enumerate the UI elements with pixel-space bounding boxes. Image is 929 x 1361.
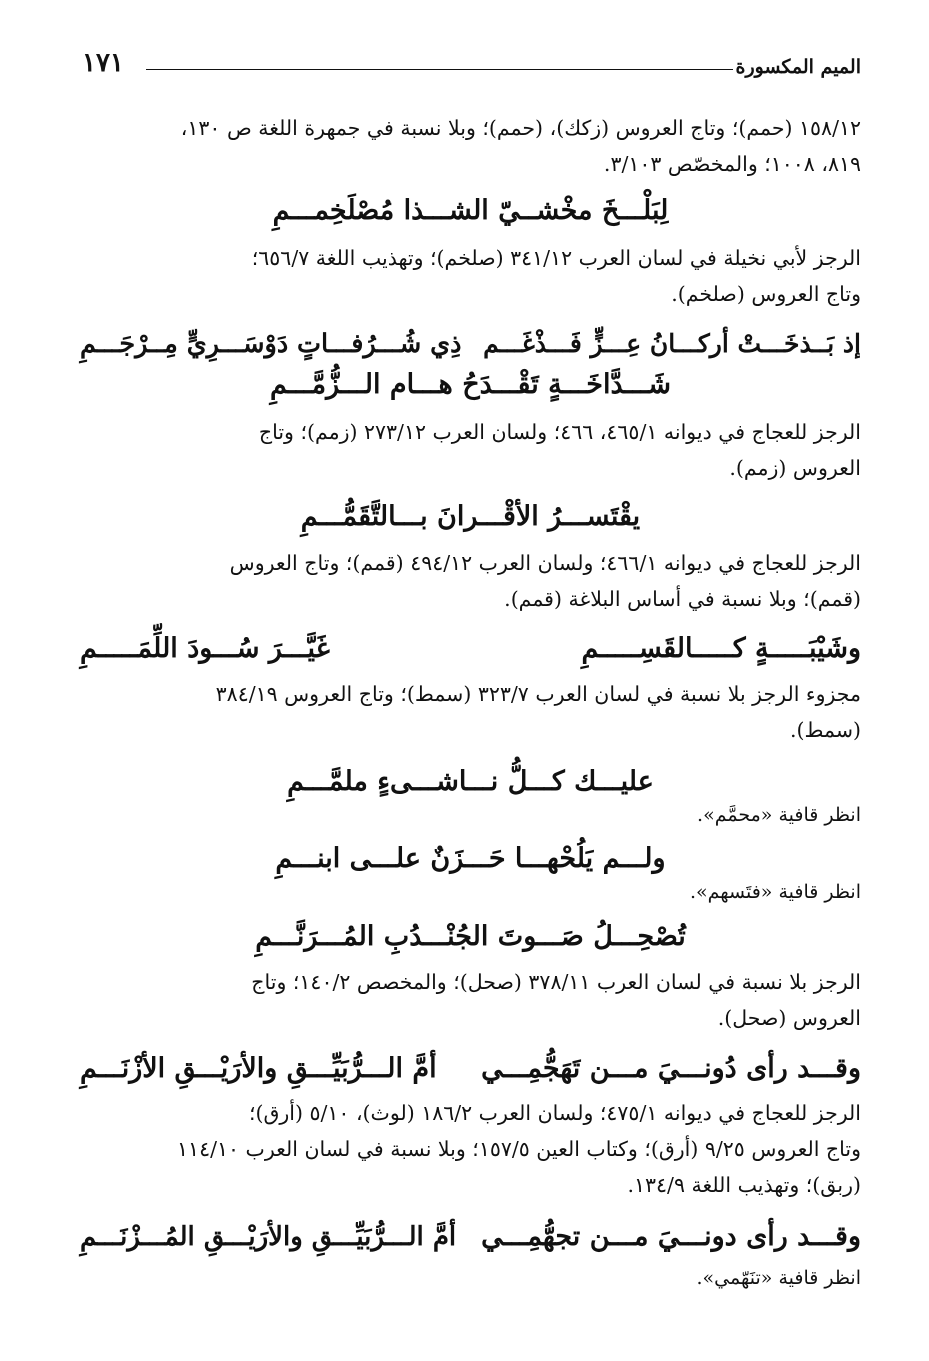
verse-couplet xyxy=(80,1218,861,1256)
verse-second-hemistich: غَيَّـــرَ سُـــودَ اللِّمَـــــمِ xyxy=(80,633,330,664)
cross-reference-note: انظر قافية «محمَّم». xyxy=(697,804,861,826)
verse-line: ولـــم يَلُحْهـــا حَـــزَنٌ علـــى ابنـــمِ xyxy=(275,843,666,874)
verse-line: لِبَلْـــخَ مخْشــيّ الشـــذا مُصْلَخِمـــمِ xyxy=(272,195,669,226)
citation-line: الرجز للعجاج في ديوانه ٤٦٥/١، ٤٦٦؛ ولسان العرب ٢٧٣/١٢ (زمم)؛ وتاج xyxy=(258,420,861,444)
verse-couplet xyxy=(80,630,861,668)
citation-paragraph xyxy=(80,110,861,182)
verse-first-hemistich: وشَيْبَـــــةٍ كـــــالقَسِـــــمِ xyxy=(581,633,861,664)
citation-line: (سمط). xyxy=(790,718,861,742)
citation-paragraph xyxy=(80,414,861,486)
citation-line: وتاج العروس ٩/٢٥ (أرق)؛ وكتاب العين ١٥٧/٥؛ وبلا نسبة في لسان العرب ١١٤/١٠ xyxy=(177,1137,861,1161)
cross-reference-note: انظر قافية «تنَهّمي». xyxy=(696,1267,861,1289)
citation-line: العروس (زمم). xyxy=(729,456,861,480)
verse-line: عليـــك كـــلُّ نـــاشـــىءٍ ملمَّـــمِ xyxy=(287,766,654,797)
citation-line: (قمم)؛ وبلا نسبة في أساس البلاغة (قمم). xyxy=(504,587,861,611)
verse-first-hemistich: وقـــد رأى دونـــيَ مـــن تجهُّمِـــي xyxy=(481,1221,861,1252)
citation-line: الرجز لأبي نخيلة في لسان العرب ٣٤١/١٢ (صلخم)؛ وتهذيب اللغة ٦٥٦/٧؛ xyxy=(251,246,861,270)
verse-second-hemistich: أمَّ الـــرُّبَيِّـــقِ والأرَيْـــقِ المُـــزْنَـــمِ xyxy=(80,1222,457,1252)
verse-first-hemistich: إذ بَــذخَـــتْ أركـــانُ عِـــزٍّ فَـــذْغَـــم xyxy=(483,329,861,358)
citation-line: الرجز للعجاج في ديوانه ٤٦٦/١؛ ولسان العرب ٤٩٤/١٢ (قمم)؛ وتاج العروس xyxy=(229,551,861,575)
citation-paragraph xyxy=(80,676,861,748)
verse-line: يقْتَســـرُ الأقْـــرانَ بـــالتَّقَمُّـــمِ xyxy=(300,501,641,532)
citation-line: الرجز بلا نسبة في لسان العرب ٣٧٨/١١ (صحل)؛ والمخصص ١٤٠/٢؛ وتاج xyxy=(251,970,861,994)
citation-line: وتاج العروس (صلخم). xyxy=(671,282,861,306)
running-title: الميم المكسورة xyxy=(735,56,861,78)
citation-line: (ربق)؛ وتهذيب اللغة ١٣٤/٩. xyxy=(627,1173,861,1197)
page-number: ١٧١ xyxy=(82,48,124,78)
citation-line: العروس (صحل). xyxy=(717,1006,861,1030)
verse-line: شَـــدَّاخَـــةٍ تَقْـــدَحُ هـــام الـــزُّمَّـــمِ xyxy=(269,369,672,400)
verse-couplet xyxy=(80,325,861,363)
citation-paragraph xyxy=(80,964,861,1036)
citation-line: ٨١٩، ١٠٠٨؛ والمخصّص ٣/١٠٣. xyxy=(603,152,861,176)
citation-line: ١٥٨/١٢ (حمم)؛ وتاج العروس (زكك)، (حمم)؛ وبلا نسبة في جمهرة اللغة ص ١٣٠، xyxy=(180,116,861,140)
verse-second-hemistich: ذِي شُـــرُفـــاتٍ دَوْسَـــرِيٍّ مِــرْجَـــمِ xyxy=(80,329,462,359)
verse-first-hemistich: وقـــد رأى دُونـــيَ مـــن تَهَجُّمِـــي xyxy=(481,1053,861,1084)
cross-reference-note: انظر قافية «فتَسهم». xyxy=(689,881,861,903)
citation-paragraph xyxy=(80,1095,861,1203)
header-rule xyxy=(146,69,733,70)
verse-second-hemistich: أمَّ الـــرُّبَيِّـــقِ والأرَيْـــقِ الأزْنَـــمِ xyxy=(80,1053,437,1084)
citation-paragraph xyxy=(80,240,861,312)
citation-line: الرجز للعجاج في ديوانه ٤٧٥/١؛ ولسان العرب ١٨٦/٢ (لوث)، ٥/١٠ (أرق)؛ xyxy=(248,1101,861,1125)
citation-paragraph xyxy=(80,545,861,617)
page-header xyxy=(82,48,861,88)
verse-couplet xyxy=(80,1050,861,1088)
citation-line: مجزوء الرجز بلا نسبة في لسان العرب ٣٢٣/٧ (سمط)؛ وتاج العروس ٣٨٤/١٩ xyxy=(215,682,861,706)
verse-line: تُصْحِـــلُ صَـــوتَ الجُنْـــدُبِ المُـــرَنَّـــمِ xyxy=(255,921,686,952)
